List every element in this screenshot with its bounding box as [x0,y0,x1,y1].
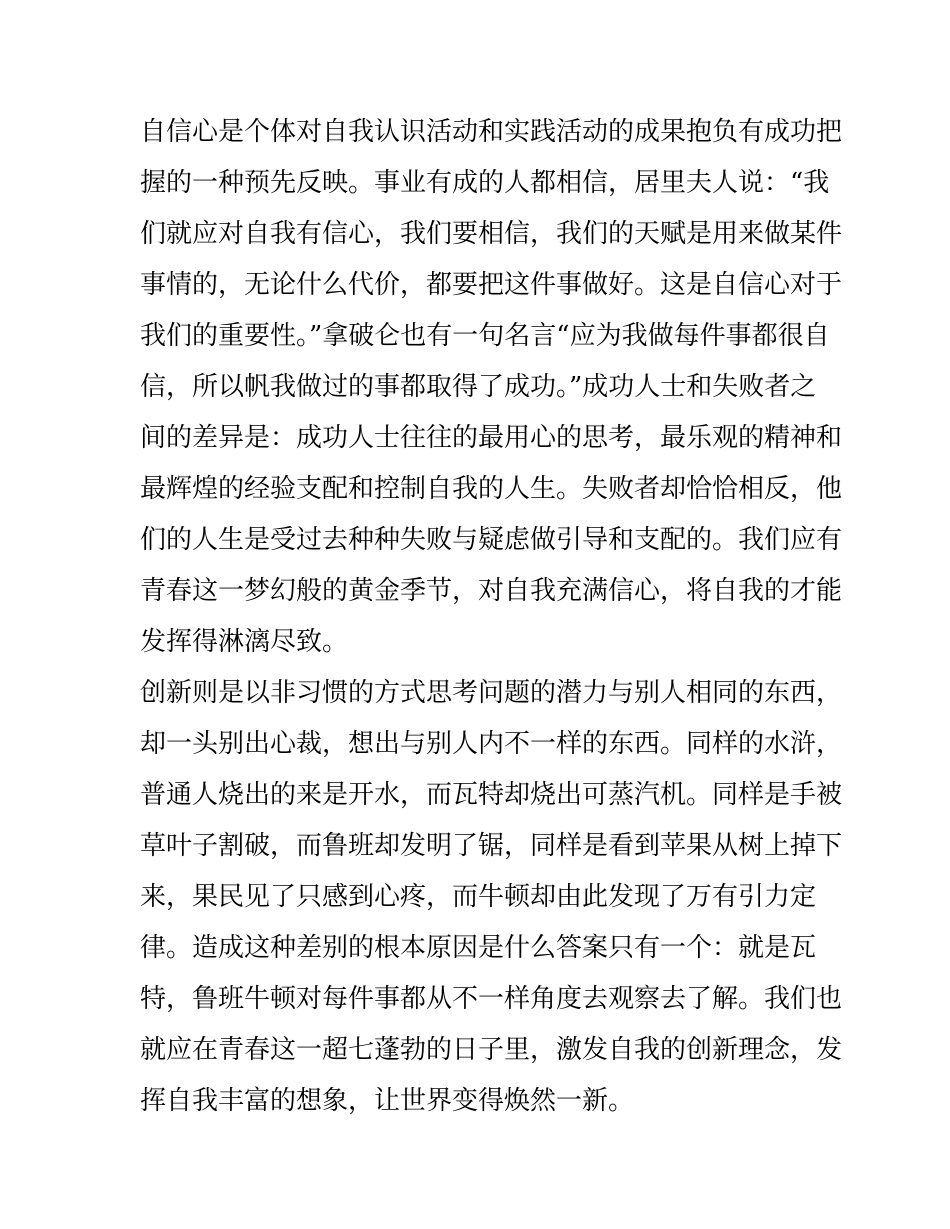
text-line: 们就应对自我有信心，我们要相信，我们的天赋是用来做某件 [140,219,843,249]
text-line: 特，鲁班牛顿对每件事都从不一样角度去观察去了解。我们也 [140,984,843,1014]
text-line: 间的差异是：成功人士往往的最用心的思考，最乐观的精神和 [140,423,843,453]
text-line: 就应在青春这一超七蓬勃的日子里，激发自我的创新理念，发 [140,1035,843,1065]
text-line: 事情的，无论什么代价，都要把这件事做好。这是自信心对于 [140,270,843,300]
text-line: 最辉煌的经验支配和控制自我的人生。失败者却恰恰相反，他 [140,474,843,504]
text-line: 自信心是个体对自我认识活动和实践活动的成果抱负有成功把 [140,117,843,147]
text-line: 律。造成这种差别的根本原因是什么答案只有一个：就是瓦 [140,933,817,963]
text-line: 来，果民见了只感到心疼，而牛顿却由此发现了万有引力定 [140,882,817,912]
text-line: 挥自我丰富的想象，让世界变得焕然一新。 [140,1086,635,1116]
text-line: 们的人生是受过去种种失败与疑虑做引导和支配的。我们应有 [140,525,843,555]
text-line: 握的一种预先反映。事业有成的人都相信，居里夫人说：“我 [140,168,830,198]
document-body [140,107,843,1127]
text-line: 信，所以帆我做过的事都取得了成功。”成功人士和失败者之 [140,372,817,402]
text-line: 我们的重要性。”拿破仑也有一句名言“应为我做每件事都很自 [140,321,830,351]
text-line: 草叶子割破，而鲁班却发明了锯，同样是看到苹果从树上掉下 [140,831,843,861]
text-line: 发挥得淋漓尽致。 [140,627,349,657]
paragraph-innovation [140,668,843,1127]
text-line: 普通人烧出的来是开水，而瓦特却烧出可蒸汽机。同样是手被 [140,780,843,810]
text-line: 却一头别出心裁，想出与别人内不一样的东西。同样的水浒， [140,729,843,759]
text-line: 青春这一梦幻般的黄金季节，对自我充满信心，将自我的才能 [140,576,843,606]
text-line: 创新则是以非习惯的方式思考问题的潜力与别人相同的东西， [140,678,843,708]
paragraph-confidence [140,107,843,668]
